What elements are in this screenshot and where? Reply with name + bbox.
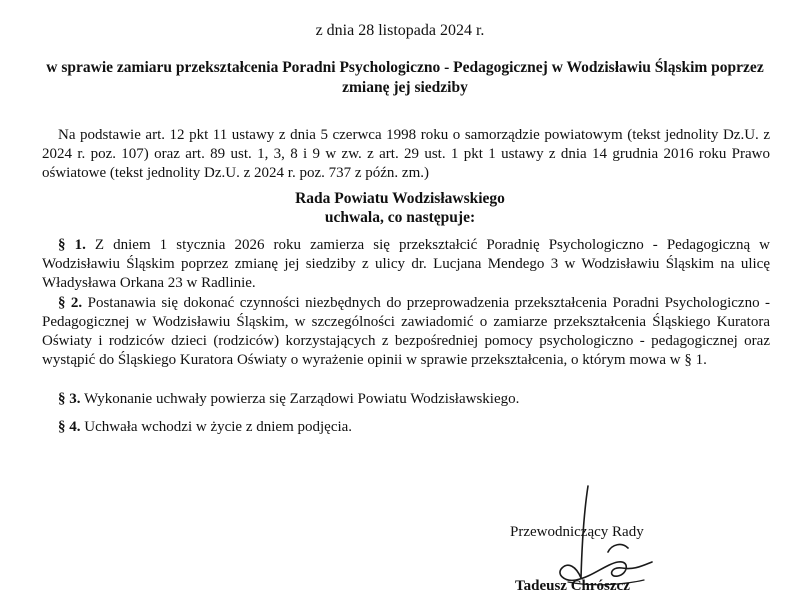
signer-name: Tadeusz Chrószcz: [515, 578, 630, 594]
section-3: [42, 390, 770, 409]
resolution-date: z dnia 28 listopada 2024 r.: [315, 22, 485, 39]
section-text: Z dniem 1 stycznia 2026 roku zamierza się przekształcić Poradnię Psychologiczno - Pedagogiczną w Wodzisławiu Śląskim poprzez zmianę jej siedziby z ulicy dr. Lucjana Mendego 3 w Wodzisławiu Śląskim na ulicę Władysława Orkana 23 w Radlinie.: [42, 237, 771, 291]
section-text: Wykonanie uchwały powierza się Zarządowi Powiatu Wodzisławskiego.: [80, 391, 520, 407]
section-text: Uchwała wchodzi w życie z dniem podjęcia.: [80, 419, 353, 435]
signer-title: Przewodniczący Rady: [510, 524, 644, 540]
section-number: § 3.: [58, 391, 81, 407]
section-number: § 4.: [58, 419, 81, 435]
council-resolves: uchwala, co następuje:: [324, 209, 476, 226]
section-1: [42, 236, 770, 293]
section-4: [42, 418, 770, 437]
council-heading: [0, 189, 800, 227]
section-2: [42, 294, 770, 370]
section-number: § 1.: [58, 237, 86, 253]
resolution-subject: w sprawie zamiaru przekształcenia Poradni Psychologiczno - Pedagogicznej w Wodzisławiu Śląskim poprzez zmianę jej siedziby: [46, 59, 764, 96]
section-number: § 2.: [58, 295, 83, 311]
council-name: Rada Powiatu Wodzisławskiego: [295, 190, 505, 207]
section-text: Postanawia się dokonać czynności niezbędnych do przeprowadzenia przekształcenia Poradni Psychologiczno - Pedagogicznej w Wodzisławiu Śląskim, w szczególności zawiadomić o zamiarze przekształcenia Śląskiego Kuratora Oświaty i rodziców dzieci (rodziców) korzystających z bezpośredniej pomocy psychologiczno - pedagogicznej oraz wystąpić do Śląskiego Kuratora Oświaty o wyrażenie opinii w sprawie przekształcenia, o którym mowa w § 1.: [42, 295, 770, 368]
legal-basis-paragraph: Na podstawie art. 12 pkt 11 ustawy z dnia 5 czerwca 1998 roku o samorządzie powiatowym (tekst jednolity Dz.U. z 2024 r. poz. 107) oraz art. 89 ust. 1, 3, 8 i 9 w zw. z art. 29 ust. 1 pkt 1 ustawy z dnia 14 grudnia 2016 roku Prawo oświatowe (tekst jednolity Dz.U. z 2024 r. poz. 737 z późn. zm.): [42, 127, 770, 181]
